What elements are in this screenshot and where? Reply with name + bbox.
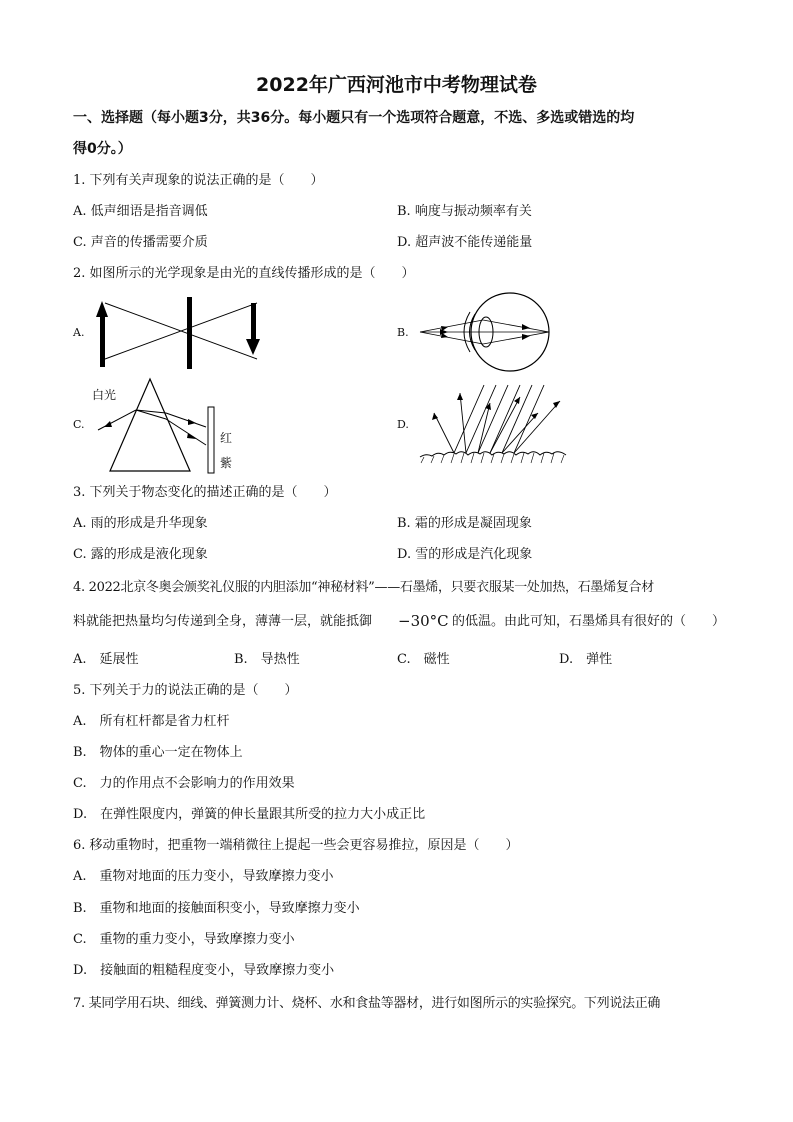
q6-option-b: B. 重物和地面的接触面积变小，导致摩擦力变小 bbox=[73, 901, 360, 916]
q3-option-c: C. 露的形成是液化现象 bbox=[73, 547, 208, 562]
q3-option-d: D. 雪的形成是汽化现象 bbox=[397, 547, 533, 562]
section-heading: 一、选择题（每小题3分，共36分。每小题只有一个选项符合题意，不选、多选或错选的均 bbox=[73, 110, 635, 126]
question-6-stem: 6. 移动重物时，把重物一端稍微往上提起一些会更容易推拉，原因是（ ） bbox=[73, 838, 519, 853]
question-7-stem: 7. 某同学用石块、细线、弹簧测力计、烧杯、水和食盐等器材，进行如图所示的实验探究。下列说法正确 bbox=[73, 996, 661, 1011]
q1-option-d: D. 超声波不能传递能量 bbox=[397, 235, 533, 250]
pinhole-figure bbox=[92, 295, 272, 375]
section-heading-cont: 得0分。） bbox=[73, 141, 132, 157]
q1-option-a: A. 低声细语是指音调低 bbox=[73, 204, 208, 219]
q4-option-d: D. 弹性 bbox=[559, 652, 613, 667]
q2-option-a: A. bbox=[73, 326, 85, 339]
q2-option-b: B. bbox=[397, 326, 409, 339]
question-4-stem-cont-a: 料就能把热量均匀传递到全身，薄薄一层，就能抵御 bbox=[73, 614, 373, 629]
question-3-stem: 3. 下列关于物态变化的描述正确的是（ ） bbox=[73, 485, 337, 500]
q5-option-b: B. 物体的重心一定在物体上 bbox=[73, 745, 243, 760]
q6-option-c: C. 重物的重力变小，导致摩擦力变小 bbox=[73, 932, 295, 947]
purple-label: 紫 bbox=[220, 456, 233, 470]
q4-option-b: B. 导热性 bbox=[234, 652, 300, 667]
q3-option-a: A. 雨的形成是升华现象 bbox=[73, 516, 208, 531]
q6-option-d: D. 接触面的粗糙程度变小，导致摩擦力变小 bbox=[73, 963, 335, 978]
q5-option-a: A. 所有杠杆都是省力杠杆 bbox=[73, 714, 230, 729]
q1-option-c: C. 声音的传播需要介质 bbox=[73, 235, 208, 250]
q4-option-c: C. 磁性 bbox=[397, 652, 450, 667]
q2-option-d: D. bbox=[397, 418, 409, 431]
q1-option-b: B. 响度与振动频率有关 bbox=[397, 204, 532, 219]
red-label: 红 bbox=[220, 431, 233, 445]
q3-option-b: B. 霜的形成是凝固现象 bbox=[397, 516, 532, 531]
page-title: 2022年广西河池市中考物理试卷 bbox=[256, 74, 537, 96]
temperature-value: −30°C bbox=[398, 612, 449, 630]
eye-figure bbox=[418, 290, 558, 374]
white-light-label: 白光 bbox=[92, 388, 117, 402]
question-4-stem-cont-b: 的低温。由此可知，石墨烯具有很好的（ ） bbox=[452, 614, 726, 629]
q5-option-c: C. 力的作用点不会影响力的作用效果 bbox=[73, 776, 295, 791]
q5-option-d: D. 在弹性限度内，弹簧的伸长量跟其所受的拉力大小成正比 bbox=[73, 807, 426, 822]
question-4-stem: 4. 2022北京冬奥会颁奖礼仪服的内胆添加“神秘材料”——石墨烯，只要衣服某一处加热，石墨烯复合材 bbox=[73, 580, 654, 595]
q6-option-a: A. 重物对地面的压力变小，导致摩擦力变小 bbox=[73, 869, 334, 884]
q2-option-c: C. bbox=[73, 418, 85, 431]
diffuse-reflection-figure bbox=[420, 383, 570, 465]
q4-option-a: A. 延展性 bbox=[73, 652, 139, 667]
question-5-stem: 5. 下列关于力的说法正确的是（ ） bbox=[73, 683, 298, 698]
question-1-stem: 1. 下列有关声现象的说法正确的是（ ） bbox=[73, 173, 324, 188]
question-2-stem: 2. 如图所示的光学现象是由光的直线传播形成的是（ ） bbox=[73, 266, 415, 281]
